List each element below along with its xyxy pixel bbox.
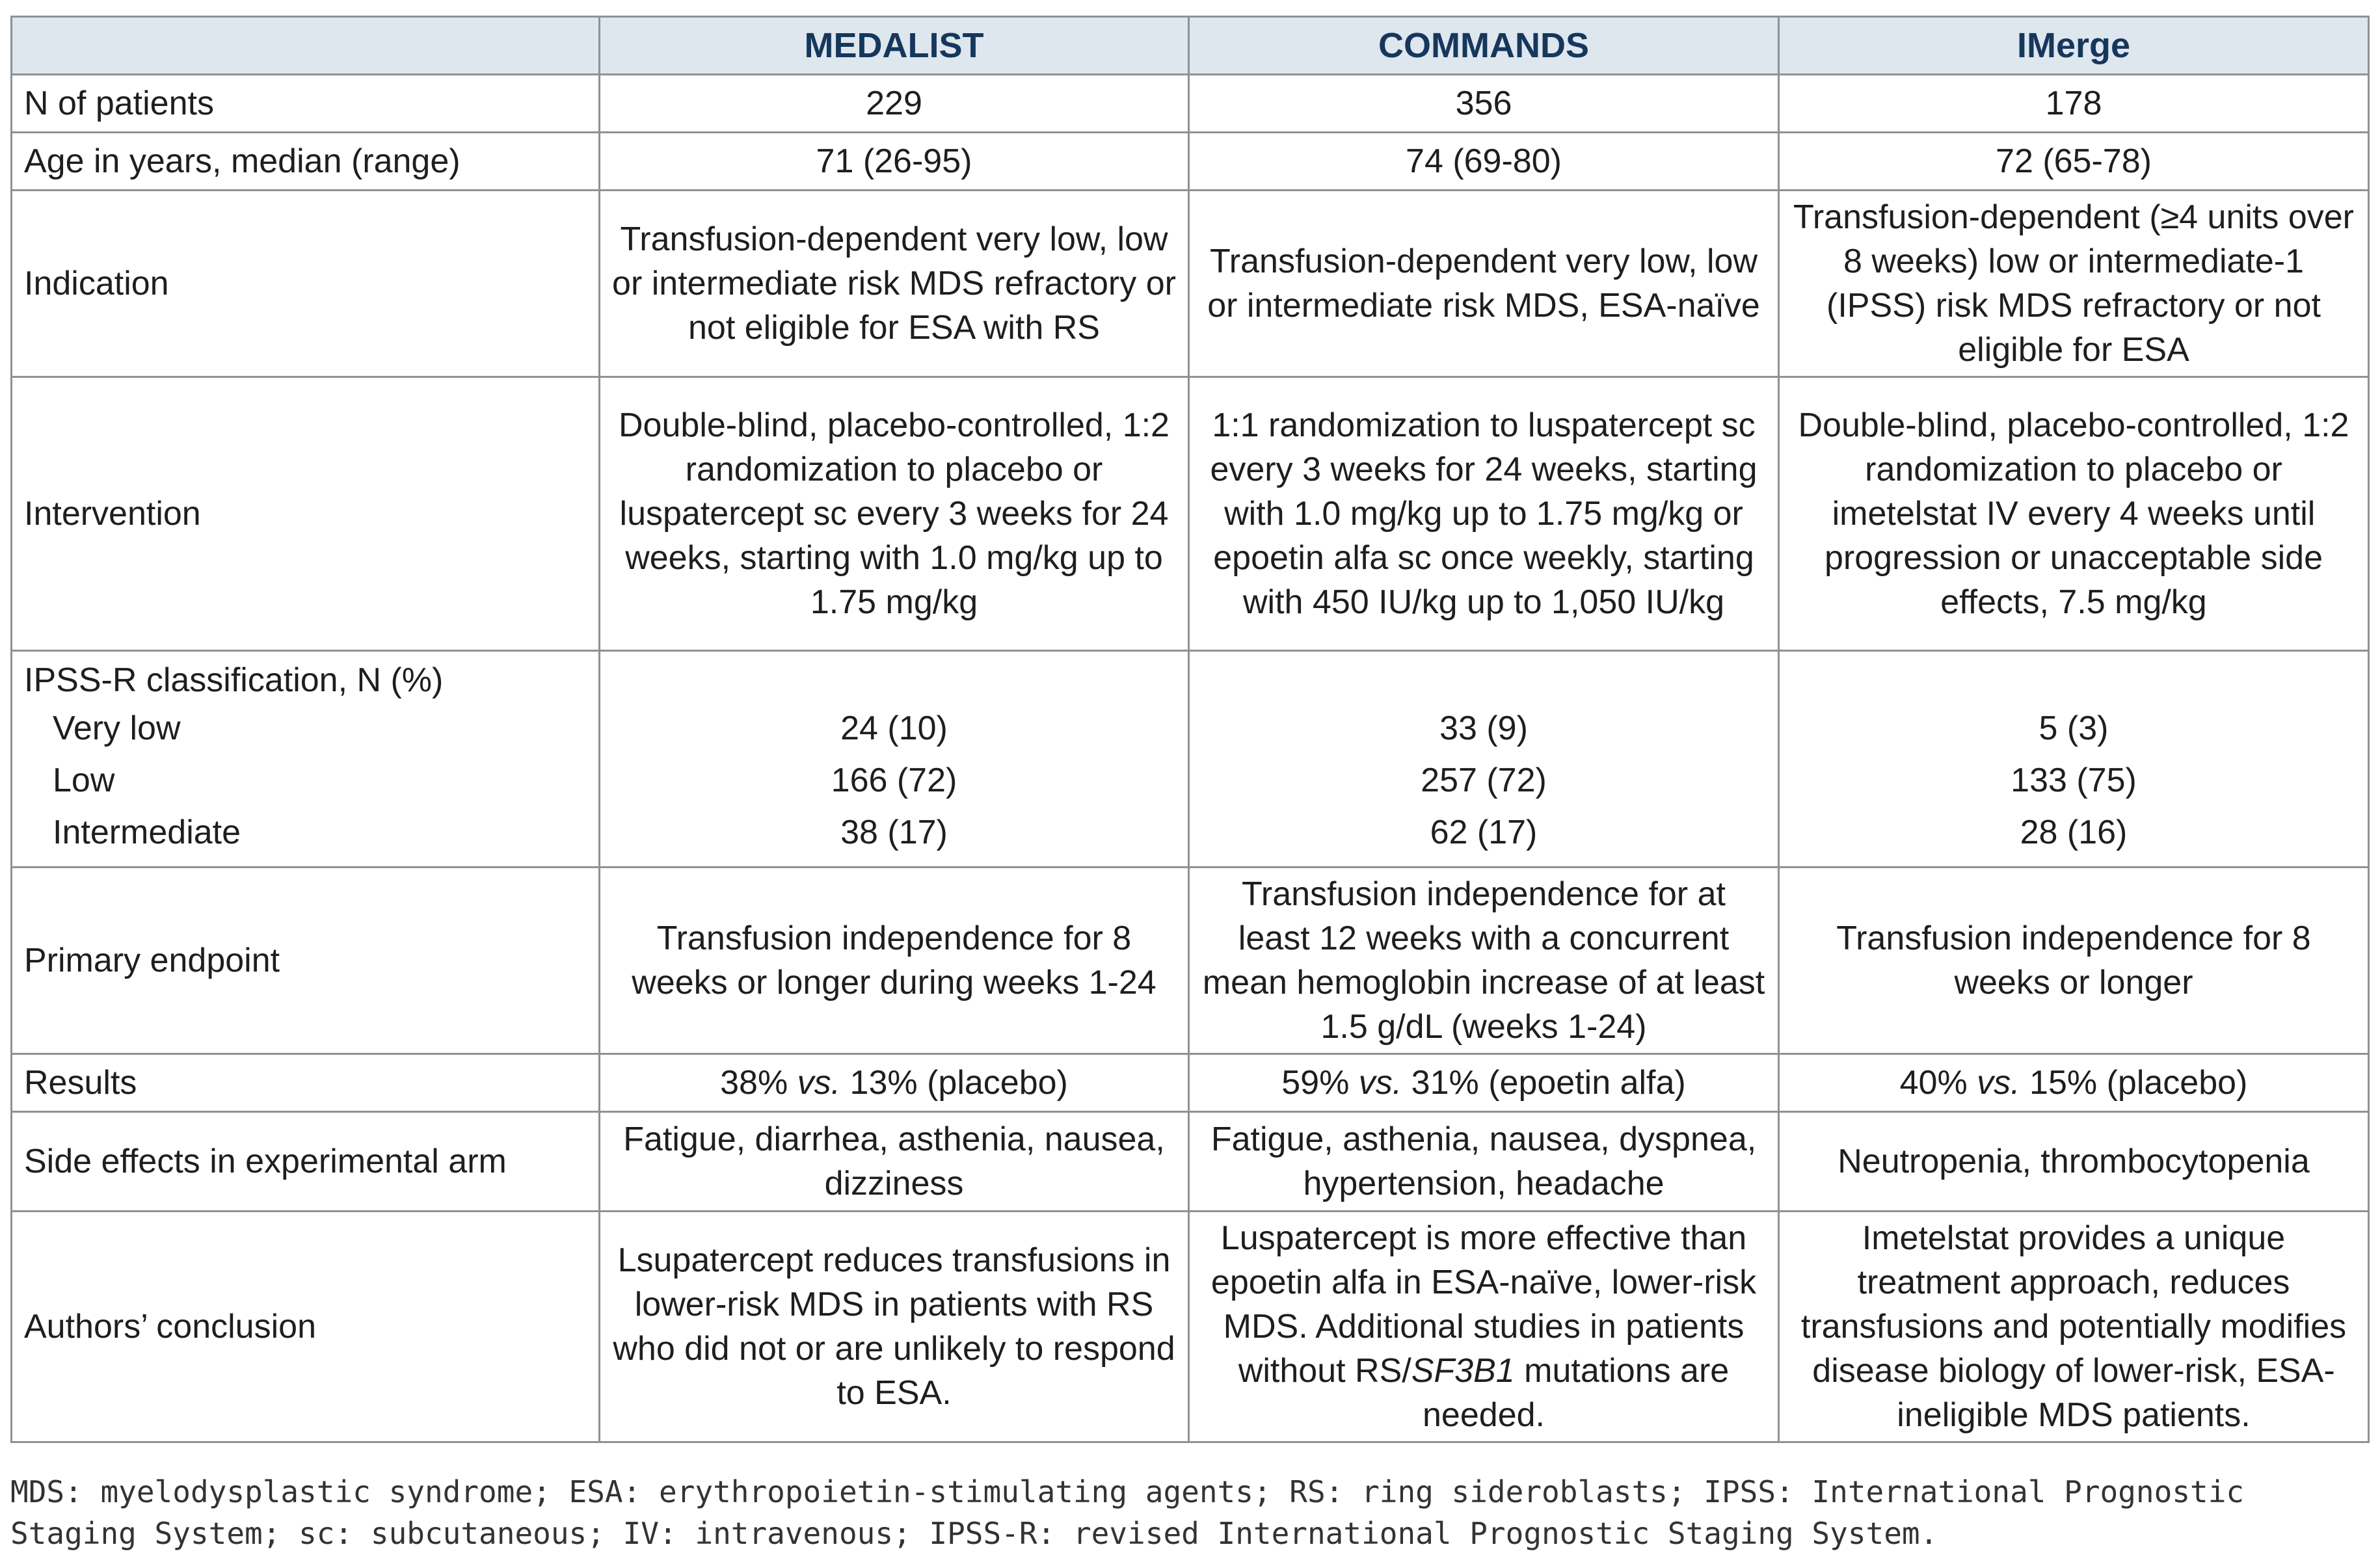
cell-imerge bbox=[1779, 651, 2369, 868]
header-row bbox=[12, 17, 2369, 75]
cell-commands: Fatigue, asthenia, nausea, dyspnea, hypertension, headache bbox=[1189, 1112, 1779, 1212]
ipss-heading: IPSS-R classification, N (%) bbox=[24, 661, 444, 699]
header-commands: COMMANDS bbox=[1189, 17, 1779, 75]
cell-commands: Transfusion-dependent very low, low or intermediate risk MDS, ESA-naïve bbox=[1189, 191, 1779, 377]
row-primary-endpoint bbox=[12, 868, 2369, 1054]
cell-imerge: Transfusion independence for 8 weeks or longer bbox=[1779, 868, 2369, 1054]
cell-imerge: 178 bbox=[1779, 75, 2369, 133]
ipss-sub-intermediate: Intermediate bbox=[53, 814, 241, 851]
comparison-table-container bbox=[10, 16, 2368, 1443]
ipss-value: 28 (16) bbox=[2020, 814, 2128, 851]
row-indication bbox=[12, 191, 2369, 377]
cell-medalist: Lsupatercept reduces transfusions in lower-risk MDS in patients with RS who did not or are unlikely to respond to ESA. bbox=[600, 1212, 1189, 1442]
cell-commands: 356 bbox=[1189, 75, 1779, 133]
row-label: N of patients bbox=[12, 75, 600, 133]
cell-medalist: 38% vs. 13% (placebo) bbox=[600, 1054, 1189, 1112]
cell-medalist: Transfusion independence for 8 weeks or longer during weeks 1-24 bbox=[600, 868, 1189, 1054]
ipss-value: 62 (17) bbox=[1430, 814, 1538, 851]
trial-comparison-table bbox=[10, 16, 2370, 1443]
row-label: Age in years, median (range) bbox=[12, 133, 600, 191]
row-label-ipss bbox=[12, 651, 600, 868]
ipss-value: 257 (72) bbox=[1421, 762, 1547, 799]
row-label: Primary endpoint bbox=[12, 868, 600, 1054]
header-medalist: MEDALIST bbox=[600, 17, 1189, 75]
row-ipss-r bbox=[12, 651, 2369, 868]
cell-commands: 1:1 randomization to luspatercept sc every 3 weeks for 24 weeks, starting with 1.0 mg/kg up to 1.75 mg/kg or epoetin alfa sc once weekly, starting with 450 IU/kg up to 1,050 IU/kg bbox=[1189, 377, 1779, 651]
header-blank bbox=[12, 17, 600, 75]
header-imerge: IMerge bbox=[1779, 17, 2369, 75]
ipss-value: 33 (9) bbox=[1439, 709, 1528, 747]
row-label: Intervention bbox=[12, 377, 600, 651]
row-n-patients bbox=[12, 75, 2369, 133]
row-age bbox=[12, 133, 2369, 191]
row-intervention bbox=[12, 377, 2369, 651]
cell-medalist: Fatigue, diarrhea, asthenia, nausea, dizziness bbox=[600, 1112, 1189, 1212]
cell-commands: 59% vs. 31% (epoetin alfa) bbox=[1189, 1054, 1779, 1112]
cell-medalist: Double-blind, placebo-controlled, 1:2 randomization to placebo or luspatercept sc every 3 weeks for 24 weeks, starting with 1.0 mg/kg up to 1.75 mg/kg bbox=[600, 377, 1189, 651]
cell-medalist: 229 bbox=[600, 75, 1189, 133]
row-label: Side effects in experimental arm bbox=[12, 1112, 600, 1212]
cell-imerge: Double-blind, placebo-controlled, 1:2 randomization to placebo or imetelstat IV every 4 weeks until progression or unacceptable side effects, 7.5 mg/kg bbox=[1779, 377, 2369, 651]
table-footnote: MDS: myelodysplastic syndrome; ESA: erythropoietin-stimulating agents; RS: ring sideroblasts; IPSS: International Prognostic Staging System; sc: subcutaneous; IV: intravenous; IPSS-R: revised International Prognostic Staging System. bbox=[10, 1474, 2245, 1551]
row-side-effects bbox=[12, 1112, 2369, 1212]
cell-commands: 74 (69-80) bbox=[1189, 133, 1779, 191]
cell-commands bbox=[1189, 651, 1779, 868]
cell-medalist bbox=[600, 651, 1189, 868]
cell-commands: Transfusion independence for at least 12 weeks with a concurrent mean hemoglobin increase of at least 1.5 g/dL (weeks 1-24) bbox=[1189, 868, 1779, 1054]
ipss-value: 166 (72) bbox=[831, 762, 957, 799]
cell-medalist: 71 (26-95) bbox=[600, 133, 1189, 191]
cell-imerge: Transfusion-dependent (≥4 units over 8 weeks) low or intermediate-1 (IPSS) risk MDS refractory or not eligible for ESA bbox=[1779, 191, 2369, 377]
row-authors-conclusion bbox=[12, 1212, 2369, 1442]
ipss-value: 38 (17) bbox=[840, 814, 948, 851]
row-results bbox=[12, 1054, 2369, 1112]
cell-imerge: 72 (65-78) bbox=[1779, 133, 2369, 191]
cell-medalist: Transfusion-dependent very low, low or intermediate risk MDS refractory or not eligible for ESA with RS bbox=[600, 191, 1189, 377]
row-label: Indication bbox=[12, 191, 600, 377]
cell-imerge: 40% vs. 15% (placebo) bbox=[1779, 1054, 2369, 1112]
cell-imerge: Imetelstat provides a unique treatment approach, reduces transfusions and potentially modifies disease biology of lower-risk, ESA-ineligible MDS patients. bbox=[1779, 1212, 2369, 1442]
ipss-sub-very-low: Very low bbox=[53, 709, 181, 747]
cell-imerge: Neutropenia, thrombocytopenia bbox=[1779, 1112, 2369, 1212]
ipss-value: 5 (3) bbox=[2039, 709, 2109, 747]
ipss-value: 24 (10) bbox=[840, 709, 948, 747]
row-label: Authors’ conclusion bbox=[12, 1212, 600, 1442]
row-label: Results bbox=[12, 1054, 600, 1112]
ipss-value: 133 (75) bbox=[2011, 762, 2137, 799]
ipss-sub-low: Low bbox=[53, 762, 115, 799]
cell-commands: Luspatercept is more effective than epoetin alfa in ESA-naïve, lower-risk MDS. Additional studies in patients without RS/SF3B1 mutations are needed. bbox=[1189, 1212, 1779, 1442]
